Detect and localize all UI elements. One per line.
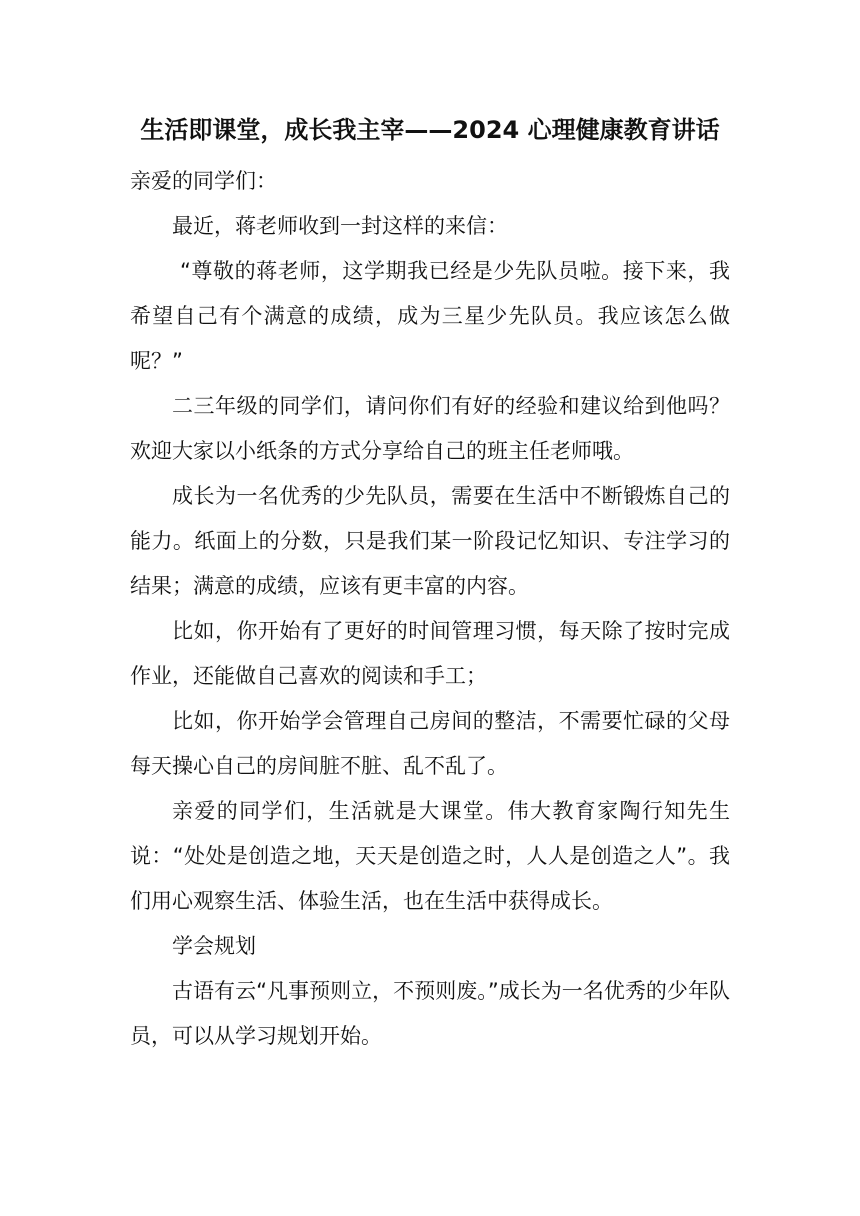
- paragraph-example-time: 比如，你开始有了更好的时间管理习惯，每天除了按时完成作业，还能做自己喜欢的阅读和手工；: [130, 619, 730, 688]
- paragraph-life-classroom: 亲爱的同学们，生活就是大课堂。伟大教育家陶行知先生说：“处处是创造之地，天天是创造之时，人人是创造之人”。我们用心观察生活、体验生活，也在生活中获得成长。: [130, 799, 730, 913]
- salutation: 亲爱的同学们：: [130, 169, 277, 193]
- section-heading-planning: 学会规划: [172, 934, 256, 958]
- document-title: 生活即课堂，成长我主宰——2024 心理健康教育讲话: [140, 116, 720, 144]
- paragraph-letter-quote: “尊敬的蒋老师，这学期我已经是少先队员啦。接下来，我希望自己有个满意的成绩，成为三星少先队员。我应该怎么做呢？”: [130, 259, 730, 373]
- paragraph-letter-intro: 最近，蒋老师收到一封这样的来信：: [172, 214, 508, 238]
- paragraph-question: 二三年级的同学们，请问你们有好的经验和建议给到他吗？欢迎大家以小纸条的方式分享给自己的班主任老师哦。: [130, 394, 730, 463]
- paragraph-example-room: 比如，你开始学会管理自己房间的整洁，不需要忙碌的父母每天操心自己的房间脏不脏、乱不乱了。: [130, 709, 730, 778]
- paragraph-growth: 成长为一名优秀的少先队员，需要在生活中不断锻炼自己的能力。纸面上的分数，只是我们某一阶段记忆知识、专注学习的结果；满意的成绩，应该有更丰富的内容。: [130, 484, 730, 598]
- document-page: [130, 108, 730, 1059]
- paragraph-planning: 古语有云“凡事预则立，不预则废。”成长为一名优秀的少年队员，可以从学习规划开始。: [130, 979, 730, 1048]
